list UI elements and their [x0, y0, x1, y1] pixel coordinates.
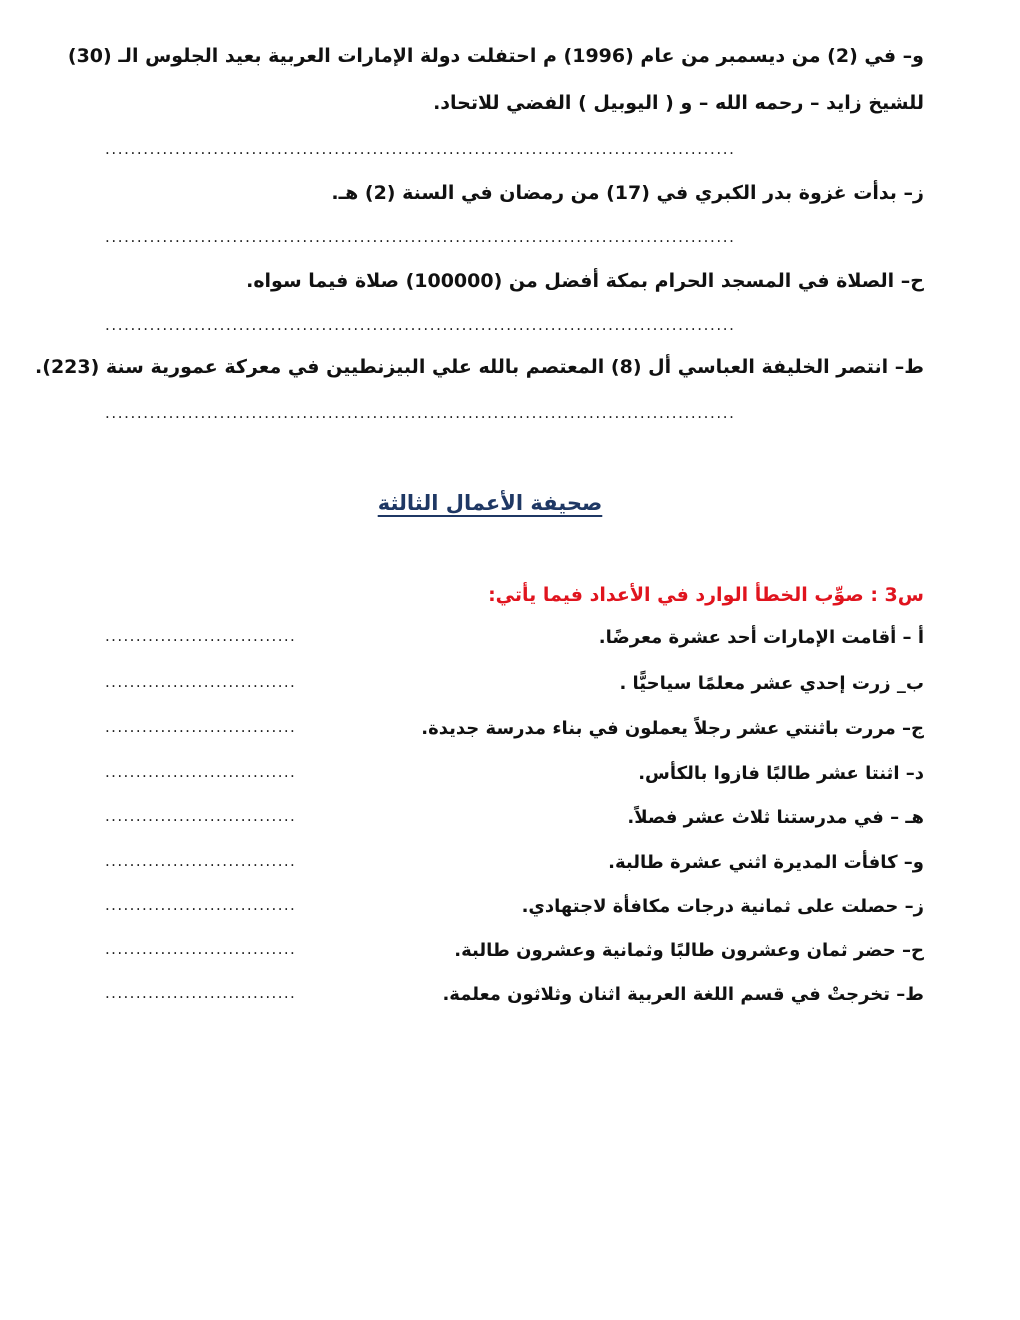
exercise-text: هـ – في مدرستنا ثلاث عشر فصلاً. [627, 807, 924, 828]
answer-line[interactable]: ............................... [105, 940, 297, 958]
statement-ta: ط– انتصر الخليفة العباسي أل (8) المعتصم بالله علي البيزنطيين في معركة عمورية سنة (223). [35, 356, 924, 378]
answer-line[interactable]: ................................................................................................... [105, 316, 736, 334]
exercise-text: ج– مررت باثنتي عشر رجلاً يعملون في بناء مدرسة جديدة. [421, 718, 924, 739]
answer-line[interactable]: ............................... [105, 807, 297, 825]
exercise-text: ط– تخرجتْ في قسم اللغة العربية اثنان وثلاثون معلمة. [442, 984, 924, 1005]
exercise-row [0, 807, 1020, 841]
statement-waw-line-1: و– في (2) من ديسمبر من عام (1996) م احتفلت دولة الإمارات العربية بعيد الجلوس الـ (30) [67, 45, 924, 67]
answer-line[interactable]: ................................................................................................... [105, 140, 736, 158]
question-heading: س3 : صوِّب الخطأ الوارد في الأعداد فيما يأتي: [488, 584, 924, 606]
exercise-row [0, 940, 1020, 974]
exercise-row [0, 627, 1020, 661]
exercise-text: ب_ زرت إحدي عشر معلمًا سياحيًّا . [619, 673, 924, 694]
answer-line[interactable]: ............................... [105, 673, 297, 691]
statement-zay: ز– بدأت غزوة بدر الكبري في (17) من رمضان في السنة (2) هـ. [331, 182, 924, 204]
answer-line[interactable]: ............................... [105, 984, 297, 1002]
exercise-text: ز– حصلت على ثمانية درجات مكافأة لاجتهادي. [521, 896, 924, 917]
exercise-row [0, 852, 1020, 886]
answer-line[interactable]: ................................................................................................... [105, 228, 736, 246]
worksheet-title: صحيفة الأعمال الثالثة [377, 491, 603, 515]
answer-line[interactable]: ............................... [105, 718, 297, 736]
answer-line[interactable]: ............................... [105, 852, 297, 870]
answer-line[interactable]: ............................... [105, 896, 297, 914]
exercise-row [0, 718, 1020, 752]
statement-waw-line-2: للشيخ زايد – رحمه الله – و ( اليوبيل ) الفضي للاتحاد. [433, 92, 924, 114]
exercise-text: د– اثنتا عشر طالبًا فازوا بالكأس. [638, 763, 924, 784]
statement-ha: ح– الصلاة في المسجد الحرام بمكة أفضل من (100000) صلاة فيما سواه. [246, 270, 924, 292]
answer-line[interactable]: ............................... [105, 627, 297, 645]
answer-line[interactable]: ................................................................................................... [105, 404, 736, 422]
exercise-row [0, 896, 1020, 930]
exercise-row [0, 984, 1020, 1018]
exercise-row [0, 763, 1020, 797]
exercise-text: أ – أقامت الإمارات أحد عشرة معرضًا. [598, 627, 924, 648]
exercise-text: و– كافأت المديرة اثني عشرة طالبة. [608, 852, 924, 873]
exercise-row [0, 673, 1020, 707]
exercise-text: ح– حضر ثمان وعشرون طالبًا وثمانية وعشرون طالبة. [454, 940, 924, 961]
answer-line[interactable]: ............................... [105, 763, 297, 781]
